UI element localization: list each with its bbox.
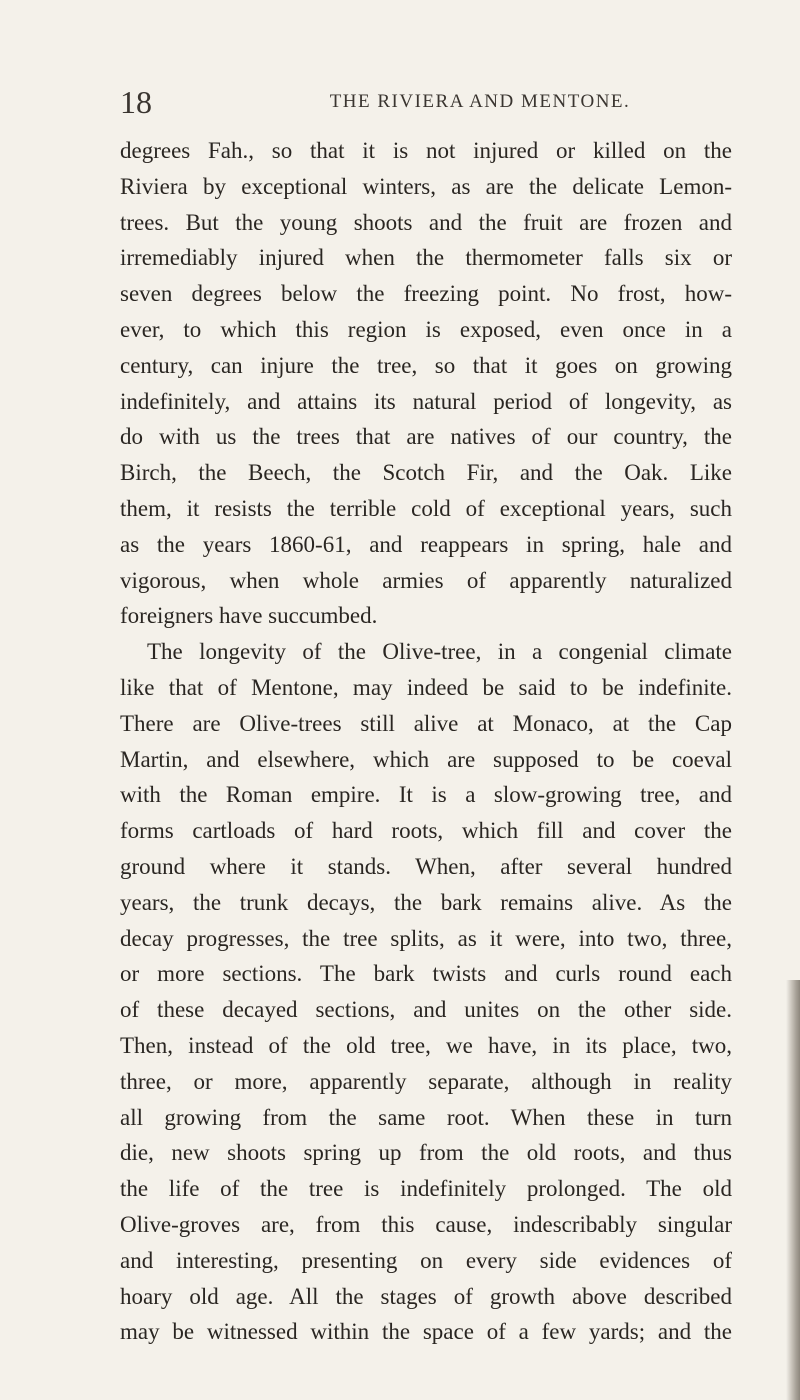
text-line: irremediably injured when the thermometer falls six or	[120, 245, 732, 271]
page-edge-shadow	[786, 980, 800, 1400]
body-text	[120, 133, 732, 1350]
text-line: decay progresses, the tree splits, as it were, into two, three,	[120, 925, 732, 951]
paragraph-last-line: foreigners have succumbed.	[120, 603, 378, 629]
text-line: century, can injure the tree, so that it goes on growing	[120, 352, 732, 378]
text-line: of these decayed sections, and unites on the other side.	[120, 997, 732, 1023]
text-line: hoary old age. All the stages of growth above described	[120, 1283, 732, 1309]
text-line: and interesting, presenting on every side evidences of	[120, 1247, 732, 1273]
text-line: forms cartloads of hard roots, which fill and cover the	[120, 818, 732, 844]
text-line: Birch, the Beech, the Scotch Fir, and the Oak. Like	[120, 460, 732, 486]
text-line: There are Olive-trees still alive at Monaco, at the Cap	[120, 710, 732, 736]
paragraph-first-line: The longevity of the Olive-tree, in a congenial climate	[147, 639, 732, 665]
text-line: Olive-groves are, from this cause, indescribably singular	[120, 1211, 732, 1237]
text-line: ever, to which this region is exposed, even once in a	[120, 316, 732, 342]
text-line: the life of the tree is indefinitely prolonged. The old	[120, 1176, 732, 1202]
text-line: ground where it stands. When, after several hundred	[120, 853, 732, 879]
running-title: THE RIVIERA AND MENTONE.	[329, 91, 631, 112]
text-line: years, the trunk decays, the bark remains alive. As the	[120, 889, 732, 915]
text-line: all growing from the same root. When these in turn	[120, 1104, 732, 1130]
text-line: may be witnessed within the space of a few yards; and the	[120, 1319, 732, 1345]
text-line: like that of Mentone, may indeed be said to be indefinite.	[120, 674, 732, 700]
page-number: 18	[120, 84, 152, 120]
running-head	[120, 82, 730, 122]
text-line: as the years 1860-61, and reappears in spring, hale and	[120, 531, 732, 557]
text-line: them, it resists the terrible cold of exceptional years, such	[120, 495, 732, 521]
text-line: seven degrees below the freezing point. No frost, how-	[120, 281, 732, 307]
text-line: die, new shoots spring up from the old roots, and thus	[120, 1140, 732, 1166]
text-line: Then, instead of the old tree, we have, in its place, two,	[120, 1032, 732, 1058]
text-line: with the Roman empire. It is a slow-growing tree, and	[120, 782, 732, 808]
text-line: or more sections. The bark twists and curls round each	[120, 961, 732, 987]
text-line: indefinitely, and attains its natural period of longevity, as	[120, 388, 732, 414]
text-line: do with us the trees that are natives of our country, the	[120, 424, 732, 450]
text-line: trees. But the young shoots and the fruit are frozen and	[120, 209, 732, 235]
text-line: three, or more, apparently separate, although in reality	[120, 1068, 732, 1094]
text-line: degrees Fah., so that it is not injured or killed on the	[120, 138, 732, 163]
text-line: Riviera by exceptional winters, as are the delicate Lemon-	[120, 173, 732, 199]
text-line: vigorous, when whole armies of apparently naturalized	[120, 567, 732, 593]
text-line: Martin, and elsewhere, which are supposed to be coeval	[120, 746, 732, 772]
